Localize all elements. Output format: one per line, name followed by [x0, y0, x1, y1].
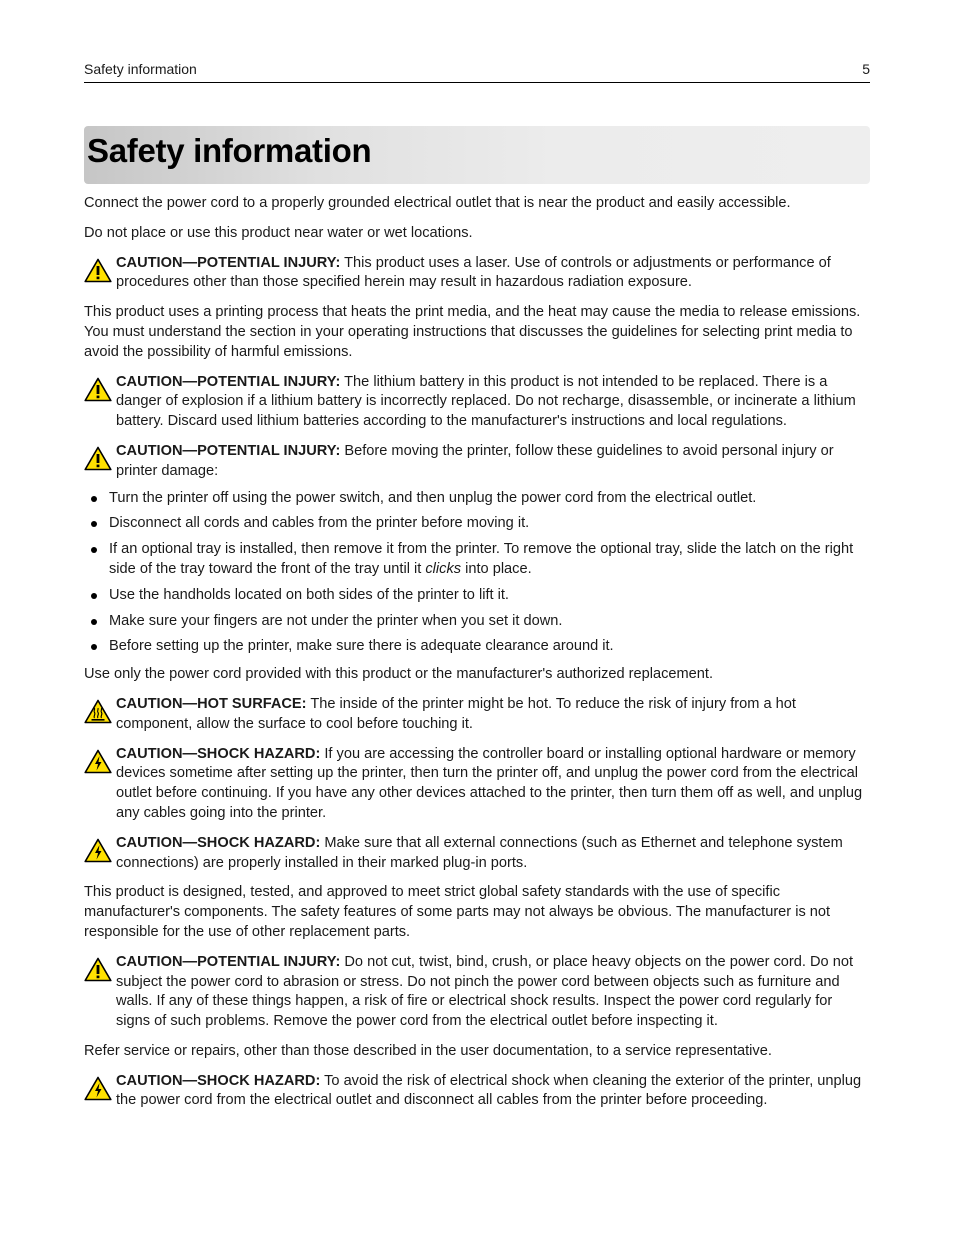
caution-text: The lithium battery in this product is not intended to be replaced. There is a danger of explosion if a lithium battery is incorrectly replaced. Do not recharge, disassemble, or incinerate a lithium battery. Discard used lithium batteries according to the manufacturer's instructions and local regulations. — [116, 373, 856, 430]
bullet-icon — [91, 593, 97, 599]
title-bar — [84, 126, 870, 184]
caution-label: CAUTION—POTENTIAL INJURY: — [116, 373, 341, 390]
list-item-text: Turn the printer off using the power switch, and then unplug the power cord from the electrical outlet. — [109, 489, 757, 506]
list-item-text: If an optional tray is installed, then remove it from the printer. To remove the optional tray, slide the latch on the right side of the tray toward the front of the tray until it — [109, 541, 854, 577]
page-title: Safety information — [87, 132, 372, 169]
caution-shock-cleaning — [84, 1072, 870, 1112]
caution-label: CAUTION—HOT SURFACE: — [116, 695, 307, 712]
running-header — [84, 61, 870, 83]
warning-icon — [84, 446, 112, 471]
content-body — [84, 194, 870, 1121]
caution-power-cord — [84, 953, 870, 1032]
caution-text: Do not cut, twist, bind, crush, or place heavy objects on the power cord. Do not subject the power cord to abrasion or stress. Do not pinch the power cord between objects such as furniture and walls. If any of these things happen, a risk of fire or electrical shock results. Inspect the power cord regularly for signs of such problems. Remove the power cord from the electrical outlet before inspecting it. — [116, 953, 853, 1030]
list-item — [84, 514, 870, 534]
bullet-icon — [91, 619, 97, 625]
warning-icon — [84, 258, 112, 283]
list-item-text: Use the handholds located on both sides of the printer to lift it. — [109, 586, 509, 603]
caution-label: CAUTION—POTENTIAL INJURY: — [116, 254, 341, 271]
list-item-text: Before setting up the printer, make sure there is adequate clearance around it. — [109, 638, 614, 655]
caution-text: The inside of the printer might be hot. To reduce the risk of injury from a hot component, allow the surface to cool before touching it. — [116, 695, 796, 732]
moving-guidelines-list — [84, 489, 870, 658]
list-item — [84, 612, 870, 632]
list-item-text: Make sure your fingers are not under the printer when you set it down. — [109, 612, 563, 629]
shock-hazard-icon — [84, 749, 112, 774]
shock-hazard-icon — [84, 838, 112, 863]
paragraph-service: Refer service or repairs, other than those described in the user documentation, to a service representative. — [84, 1042, 772, 1059]
bullet-icon — [91, 547, 97, 553]
caution-shock-connections — [84, 834, 870, 874]
bullet-icon — [91, 644, 97, 650]
warning-icon — [84, 377, 112, 402]
shock-hazard-icon — [84, 1076, 112, 1101]
list-item-text: Disconnect all cords and cables from the printer before moving it. — [109, 515, 530, 532]
caution-moving-printer — [84, 442, 870, 482]
page-number: 5 — [862, 61, 870, 77]
paragraph-power-cord: Use only the power cord provided with this product or the manufacturer's authorized replacement. — [84, 666, 714, 683]
caution-label: CAUTION—SHOCK HAZARD: — [116, 1072, 321, 1089]
list-item — [84, 540, 870, 580]
list-item — [84, 637, 870, 657]
caution-label: CAUTION—POTENTIAL INJURY: — [116, 442, 341, 459]
paragraph-power-outlet: Connect the power cord to a properly grounded electrical outlet that is near the product and easily accessible. — [84, 195, 791, 211]
caution-label: CAUTION—SHOCK HAZARD: — [116, 834, 321, 851]
caution-text: If you are accessing the controller board or installing optional hardware or memory devices sometime after setting up the printer, then turn the printer off, and unplug the power cord from the electrical outlet before continuing. If you have any other devices attached to the printer, then turn them off as well, and unplug any cables going into the printer. — [116, 745, 863, 821]
caution-text: This product uses a laser. Use of controls or adjustments or performance of procedures other than those specified herein may result in hazardous radiation exposure. — [116, 254, 831, 291]
list-item-text: into place. — [461, 560, 532, 577]
list-item-emphasis: clicks — [425, 560, 462, 577]
caution-hot-surface — [84, 695, 870, 735]
bullet-icon — [91, 496, 97, 502]
caution-laser — [84, 254, 870, 294]
caution-shock-controller — [84, 745, 870, 824]
caution-label: CAUTION—SHOCK HAZARD: — [116, 745, 321, 762]
running-header-title: Safety information — [84, 61, 197, 77]
list-item — [84, 489, 870, 509]
caution-text: To avoid the risk of electrical shock when cleaning the exterior of the printer, unplug the power cord from the electrical outlet and disconnect all cables from the printer before proceeding. — [116, 1072, 862, 1109]
caution-label: CAUTION—POTENTIAL INJURY: — [116, 953, 341, 970]
warning-icon — [84, 957, 112, 982]
list-item — [84, 586, 870, 606]
caution-lithium-battery — [84, 373, 870, 432]
bullet-icon — [91, 521, 97, 527]
paragraph-emissions: This product uses a printing process that heats the print media, and the heat may cause the media to release emissions. You must understand the section in your operating instructions that discusses the guidelines for selecting print media to avoid the possibility of harmful emissions. — [84, 304, 861, 360]
hot-surface-icon — [84, 699, 112, 724]
caution-text: Make sure that all external connections (such as Ethernet and telephone system connections) are properly installed in their marked plug-in ports. — [116, 834, 843, 871]
paragraph-water: Do not place or use this product near water or wet locations. — [84, 224, 473, 241]
paragraph-safety-standards: This product is designed, tested, and approved to meet strict global safety standards with the use of specific manufacturer's components. The safety features of some parts may not always be obvious. The manufacturer is not responsible for the use of other replacement parts. — [84, 884, 831, 940]
caution-text: Before moving the printer, follow these guidelines to avoid personal injury or printer damage: — [116, 442, 834, 479]
